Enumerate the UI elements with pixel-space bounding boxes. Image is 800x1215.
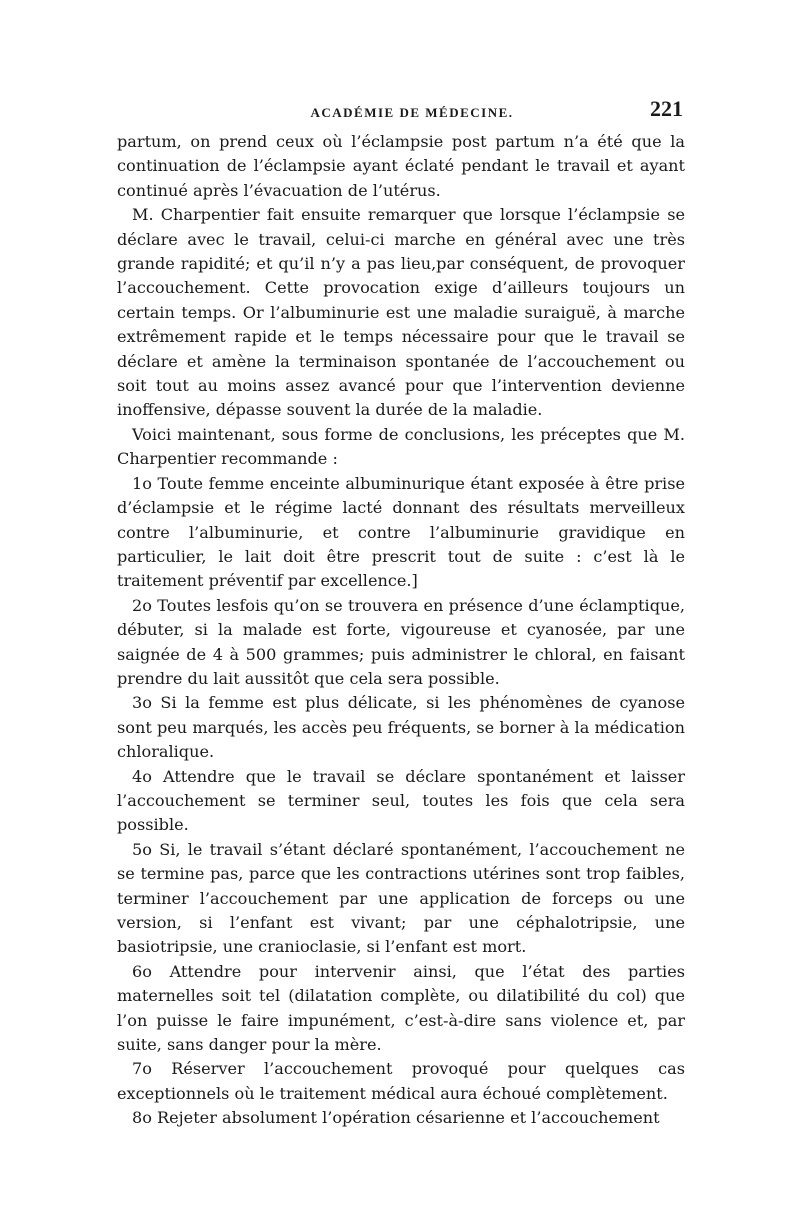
paragraph-charpentier-remark: M. Charpentier fait ensuite remarquer que lorsque l’éclampsie se déclare avec le travail, celui-ci marche en général avec une très grande rapidité; et qu’il n’y a pas lieu,par conséquent, de provoquer l’accouchement. Cette provocation exige d’ailleurs toujours un certain temps. Or l’albuminurie est une maladie suraiguë, à marche extrêmement rapide et le temps nécessaire pour que le travail se déclare et amène la terminaison spontanée de l’accouchement ou soit tout au moins assez avancé pour que l’intervention devienne inoffensive, dépasse souvent la durée de la maladie. [117,205,685,420]
document-page [117,96,685,1131]
precept-2: 2o Toutes lesfois qu’on se trouvera en présence d’une éclamptique, débuter, si la malade est forte, vigoureuse et cyanosée, par une saignée de 4 à 500 grammes; puis administrer le chloral, en faisant prendre du lait aussitôt que cela sera possible. [117,595,685,688]
precept-5: 5o Si, le travail s’étant déclaré spontanément, l’accouchement ne se termine pas, parce que les contractions utérines sont trop faibles, terminer l’accouchement par une application de forceps ou une version, si l’enfant est vivant; par une céphalotripsie, une basiotripsie, une cranioclasie, si l’enfant est mort. [117,839,685,957]
paragraph-continuation: partum, on prend ceux où l’éclampsie post partum n’a été que la continuation de l’éclampsie ayant éclaté pendant le travail et ayant continué après l’évacuation de l’utérus. [117,132,685,200]
page-number: 221 [650,96,683,121]
precept-8: 8o Rejeter absolument l’opération césarienne et l’accouchement [132,1108,660,1128]
page-header [117,96,685,122]
precept-7: 7o Réserver l’accouchement provoqué pour quelques cas exceptionnels où le traitement médical aura échoué complètement. [117,1059,685,1103]
running-title: ACADÉMIE DE MÉDECINE. [310,105,514,120]
precept-3: 3o Si la femme est plus délicate, si les phénomènes de cyanose sont peu marqués, les accès peu fréquents, se borner à la médication chloralique. [117,693,685,762]
precept-1: 1o Toute femme enceinte albuminurique étant exposée à être prise d’éclampsie et le régime lacté donnant des résultats merveilleux contre l’albuminurie, et contre l’albuminurie gravidique en particulier, le lait doit être prescrit tout de suite : c’est là le traitement préventif par excellence.] [117,473,685,591]
body-text [117,130,685,1131]
precept-6: 6o Attendre pour intervenir ainsi, que l’état des parties maternelles soit tel (dilatation complète, ou dilatibilité du col) que l’on puisse le faire impunément, c’est-à-dire sans violence et, par suite, sans danger pour la mère. [117,961,685,1055]
paragraph-conclusions-intro: Voici maintenant, sous forme de conclusions, les préceptes que M. Charpentier recommande : [117,424,685,469]
precept-4: 4o Attendre que le travail se déclare spontanément et laisser l’accouchement se terminer seul, toutes les fois que cela sera possible. [117,766,685,835]
